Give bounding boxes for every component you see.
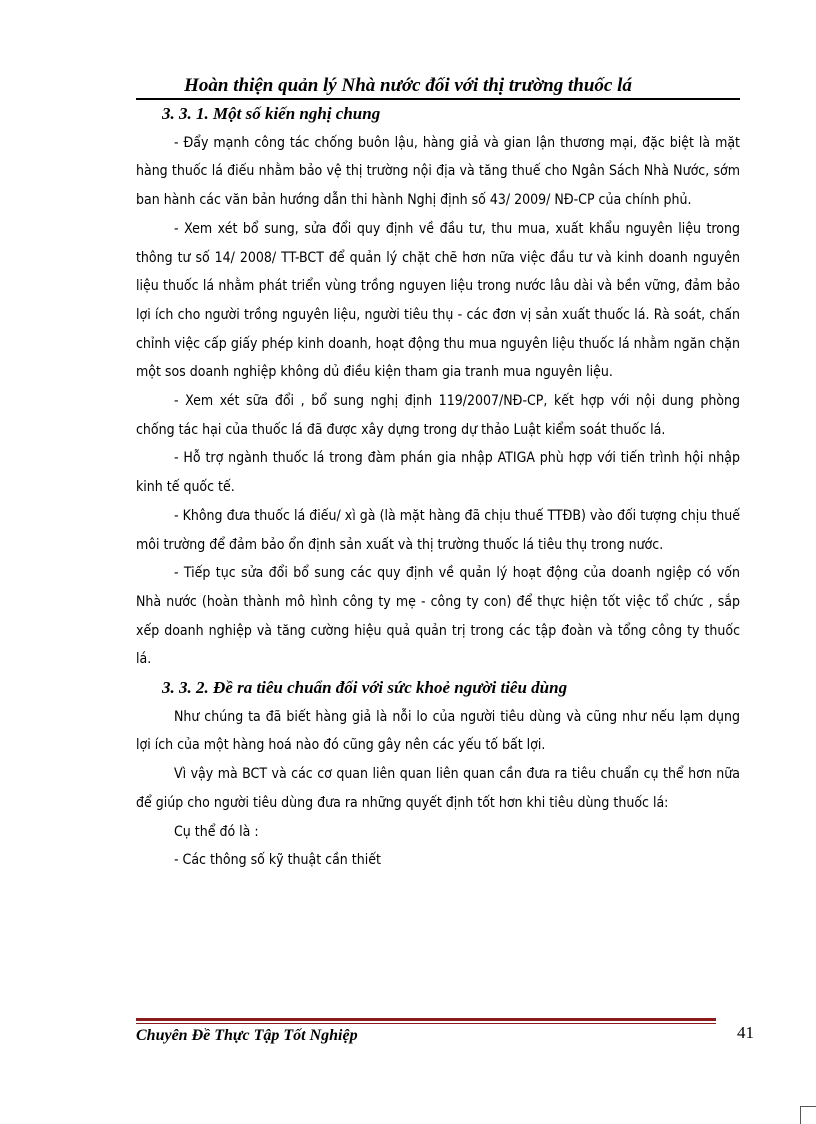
- paragraph: - Các thông số kỹ thuật cần thiết: [174, 852, 381, 869]
- paragraph: Vì vậy mà BCT và các cơ quan liên quan liên quan cần đưa ra tiêu chuẩn cụ thể hơn nữa để giúp cho người tiêu dùng đưa ra những quyết định tốt hơn khi tiêu dùng thuốc lá:: [136, 766, 740, 811]
- paragraph: - Xem xét bổ sung, sửa đổi quy định về đầu tư, thu mua, xuất khẩu nguyên liệu trong thông tư số 14/ 2008/ TT-BCT để quản lý chặt chẽ hơn nữa việc đầu tư và kinh doanh nguyên liệu thuốc lá nhằm phát triển vùng trồng nguyen liệu trong nước lâu dài và bền vững, đảm bảo lợi ích cho người trồng nguyên liệu, người tiêu thụ - các đơn vị sản xuất thuốc lá. Rà soát, chấn chỉnh việc cấp giấy phép kinh doanh, hoạt động thu mua nguyên liệu thuốc lá nhằm ngăn chặn một sos doanh nghiệp không dủ điều kiện tham gia tranh mua nguyên liệu.: [136, 220, 740, 381]
- document-body: [136, 100, 740, 875]
- paragraph: - Đẩy mạnh công tác chống buôn lậu, hàng giả và gian lận thương mại, đặc biệt là mặt hàng thuốc lá điếu nhằm bảo vệ thị trường nội địa và tăng thuế cho Ngân Sách Nhà Nước, sớm ban hành các văn bản hướng dẫn thi hành Nghị định số 43/ 2009/ NĐ-CP của chính phủ.: [136, 134, 740, 209]
- running-header-title: Hoàn thiện quản lý Nhà nước đối với thị trường thuốc lá: [184, 75, 632, 96]
- paragraph: - Xem xét sữa đổi , bổ sung nghị định 119/2007/NĐ-CP, kết hợp với nội dung phòng chống tác hại của thuốc lá đã được xây dựng trong dự thảo Luật kiểm soát thuốc lá.: [136, 393, 740, 438]
- paragraph: - Tiếp tục sửa đổi bổ sung các quy định về quản lý hoạt động của doanh ngiệp có vốn Nhà nước (hoàn thành mô hình công ty mẹ - công ty con) để thực hiện tốt việc tổ chức , sắp xếp doanh nghiệp và tăng cường hiệu quả quản trị trong các tập đoàn và tổng công ty thuốc lá.: [136, 565, 740, 668]
- paragraph: Cụ thể đó là :: [174, 823, 259, 840]
- footer-rule-thin: [136, 1023, 716, 1024]
- page-corner-mark: [800, 1106, 816, 1124]
- paragraph: Như chúng ta đã biết hàng giả là nỗi lo của người tiêu dùng và cũng như nếu lạm dụng lợi ích của một hàng hoá nào đó cũng gây nên các yếu tố bất lợi.: [136, 708, 740, 754]
- paragraph: - Hỗ trợ ngành thuốc lá trong đàm phán gia nhập ATIGA phù hợp với tiến trình hội nhập kinh tế quốc tế.: [136, 450, 740, 496]
- section-heading-3-3-2: 3. 3. 2. Đề ra tiêu chuẩn đối với sức khoẻ người tiêu dùng: [162, 678, 568, 698]
- section-heading-3-3-1: 3. 3. 1. Một số kiến nghị chung: [162, 104, 381, 123]
- footer-title: Chuyên Đề Thực Tập Tốt Nghiệp: [136, 1027, 358, 1044]
- page-number: 41: [737, 1023, 754, 1042]
- footer-rule-thick: [136, 1018, 716, 1021]
- paragraph: - Không đưa thuốc lá điếu/ xì gà (là mặt hàng đã chịu thuế TTĐB) vào đối tượng chịu thuế môi trường để đảm bảo ổn định sản xuất và thị trường thuốc lá tiêu thụ trong nước.: [136, 507, 740, 553]
